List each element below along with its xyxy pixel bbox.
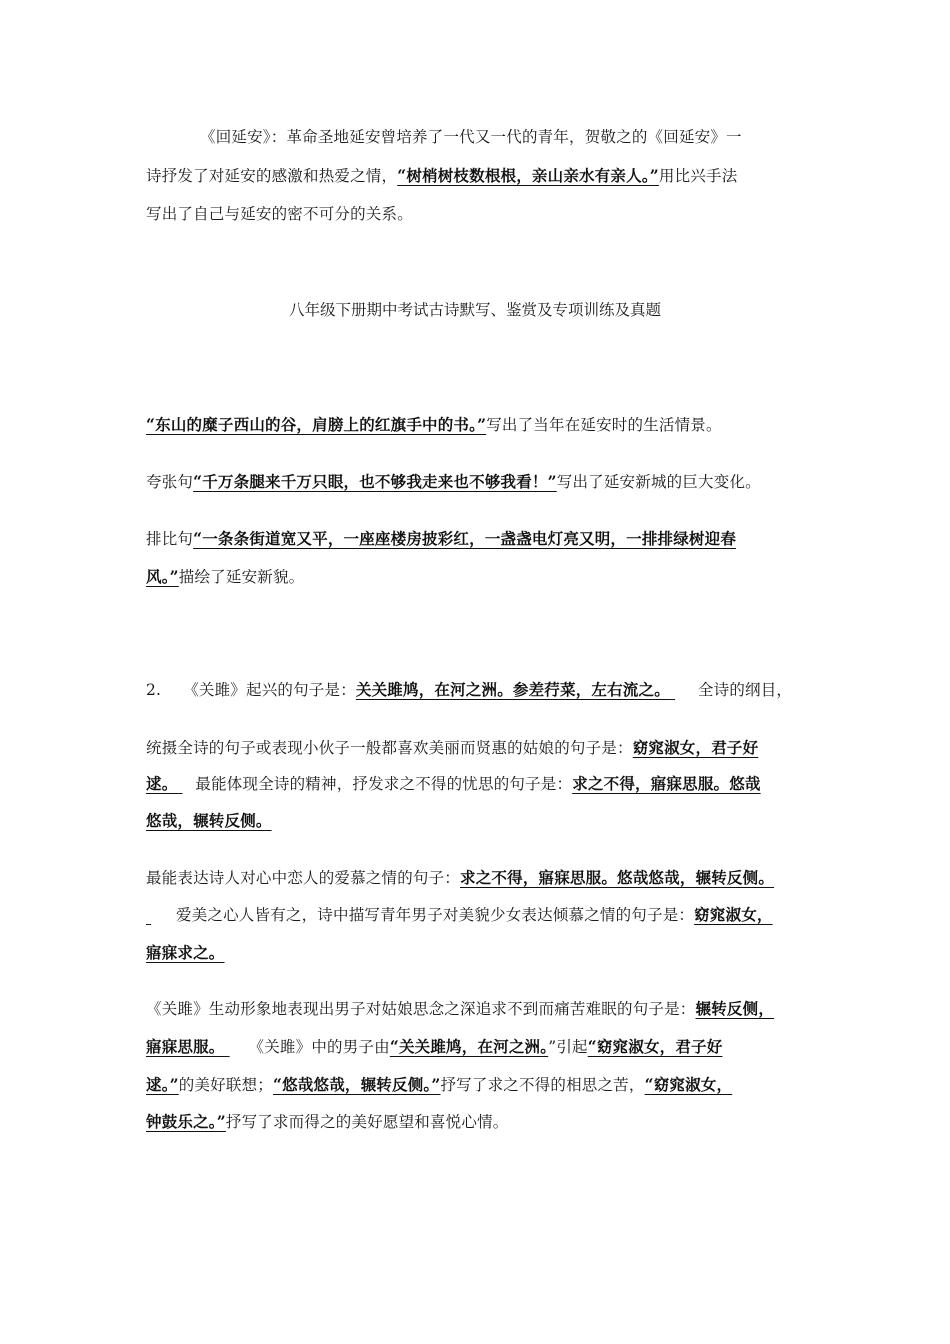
p7-quote-6: “悠哉悠哉，辗转反侧。” (272, 1075, 441, 1094)
p7-line2 (146, 1036, 722, 1058)
p7-text-a: 《关雎》生动形象地表现出男子对姑娘思念之深追求不到而痛苦难眠的句子是： (146, 1000, 696, 1018)
p7-line4 (146, 1111, 508, 1133)
p3-text-a: 夸张句 (146, 473, 194, 491)
p4-line2 (146, 566, 304, 588)
p2-quote: “东山的糜子西山的谷，肩膀上的红旗手中的书。” (146, 415, 487, 434)
p4-quote-1: “一条条街道宽又平，一座座楼房披彩红，一盏盏电灯亮又明，一排排绿树迎春 (193, 529, 737, 548)
p7-line1 (146, 998, 774, 1020)
p1-line2-text-a: 诗抒发了对延安的感激和热爱之情， (146, 167, 398, 185)
p5-text-c: 统摄全诗的句子或表现小伙子一般都喜欢美丽而贤惠的姑娘的句子是： (146, 739, 633, 757)
p7-line3 (146, 1074, 732, 1096)
p6-quote-2: 窈窕淑女， (694, 905, 773, 924)
p4-text-b: 描绘了延安新貌。 (178, 568, 305, 586)
p5-line1 (146, 679, 792, 701)
page-title (0, 299, 950, 321)
p4-quote-2: 风。” (146, 567, 179, 586)
p5-text-a: 《关雎》起兴的句子是： (183, 681, 356, 699)
p2-text: 写出了当年在延安时的生活情景。 (486, 416, 722, 434)
p6-line1 (146, 867, 774, 889)
p7-quote-7: “窈窕淑女， (644, 1075, 733, 1094)
p7-text-d: 的美好联想； (178, 1076, 273, 1094)
p5-line3 (146, 773, 761, 795)
p7-quote-1: 辗转反侧， (695, 999, 775, 1018)
p7-quote-3: “关关雎鸠，在河之洲。 (389, 1037, 549, 1056)
p7-quote-5: 逑。” (146, 1075, 179, 1094)
p3-text-b: 写出了延安新城的巨大变化。 (556, 473, 761, 491)
p3-line1 (146, 471, 761, 493)
p7-text-e: 抒写了求之不得的相思之苦， (440, 1076, 645, 1094)
p5-quote-1: 关关雎鸠，在河之洲。参差荇菜，左右流之。 (355, 680, 670, 699)
p6-text-a: 最能表达诗人对心中恋人的爱慕之情的句子： (146, 869, 461, 887)
p5-text-d: 最能体现全诗的精神，抒发求之不得的忧思的句子是： (195, 775, 573, 793)
p7-quote-4: “窈窕淑女，君子好 (587, 1037, 723, 1056)
p6-line3 (146, 942, 225, 964)
p6-line2 (146, 904, 773, 926)
p6-quote-1: 求之不得，寤寐思服。悠哉悠哉，辗转反侧。 (460, 868, 775, 887)
p4-line1 (146, 528, 736, 550)
p5-quote-2: 窈窕淑女，君子好 (632, 738, 759, 757)
p7-text-b: 《关雎》中的男子由 (248, 1038, 390, 1056)
p7-text-f: 抒写了求而得之的美好愿望和喜悦心情。 (225, 1113, 509, 1131)
p7-quote-8: 钟鼓乐之。” (146, 1112, 226, 1131)
p6-text-b: 爱美之心人皆有之，诗中描写青年男子对美貌少女表达倾慕之情的句子是： (176, 906, 695, 924)
p7-quote-2: 寤寐思服。 (146, 1037, 225, 1056)
p5-quote-5: 悠哉，辗转反侧。 (146, 811, 272, 830)
page-title-text: 八年级下册期中考试古诗默写、鉴赏及专项训练及真题 (288, 301, 661, 319)
p5-quote-3: 逑。 (146, 774, 178, 793)
p2-line1 (146, 414, 722, 436)
p5-number: 2. (146, 681, 162, 699)
p1-line2 (146, 165, 737, 187)
p5-quote-4: 求之不得，寤寐思服。悠哉 (572, 774, 761, 793)
p7-text-c: ”引起 (548, 1038, 588, 1056)
p1-line2-text-b: 用比兴手法 (658, 167, 738, 185)
p5-line2 (146, 737, 758, 759)
p1-quote: “树梢树枝数根根，亲山亲水有亲人。” (397, 166, 659, 185)
p5-text-b: 全诗的纲目， (697, 681, 793, 699)
p1-line3 (146, 203, 413, 225)
p1-line1 (200, 126, 742, 148)
p1-line3-text: 写出了自己与延安的密不可分的关系。 (146, 205, 413, 223)
p3-quote: “千万条腿来千万只眼，也不够我走来也不够我看！” (193, 472, 557, 491)
p1-line1-text: 《回延安》：革命圣地延安曾培养了一代又一代的青年，贺敬之的《回延安》一 (200, 128, 742, 146)
p4-text-a: 排比句 (146, 530, 194, 548)
p5-line4 (146, 810, 272, 832)
p6-quote-3: 寤寐求之。 (146, 943, 225, 962)
